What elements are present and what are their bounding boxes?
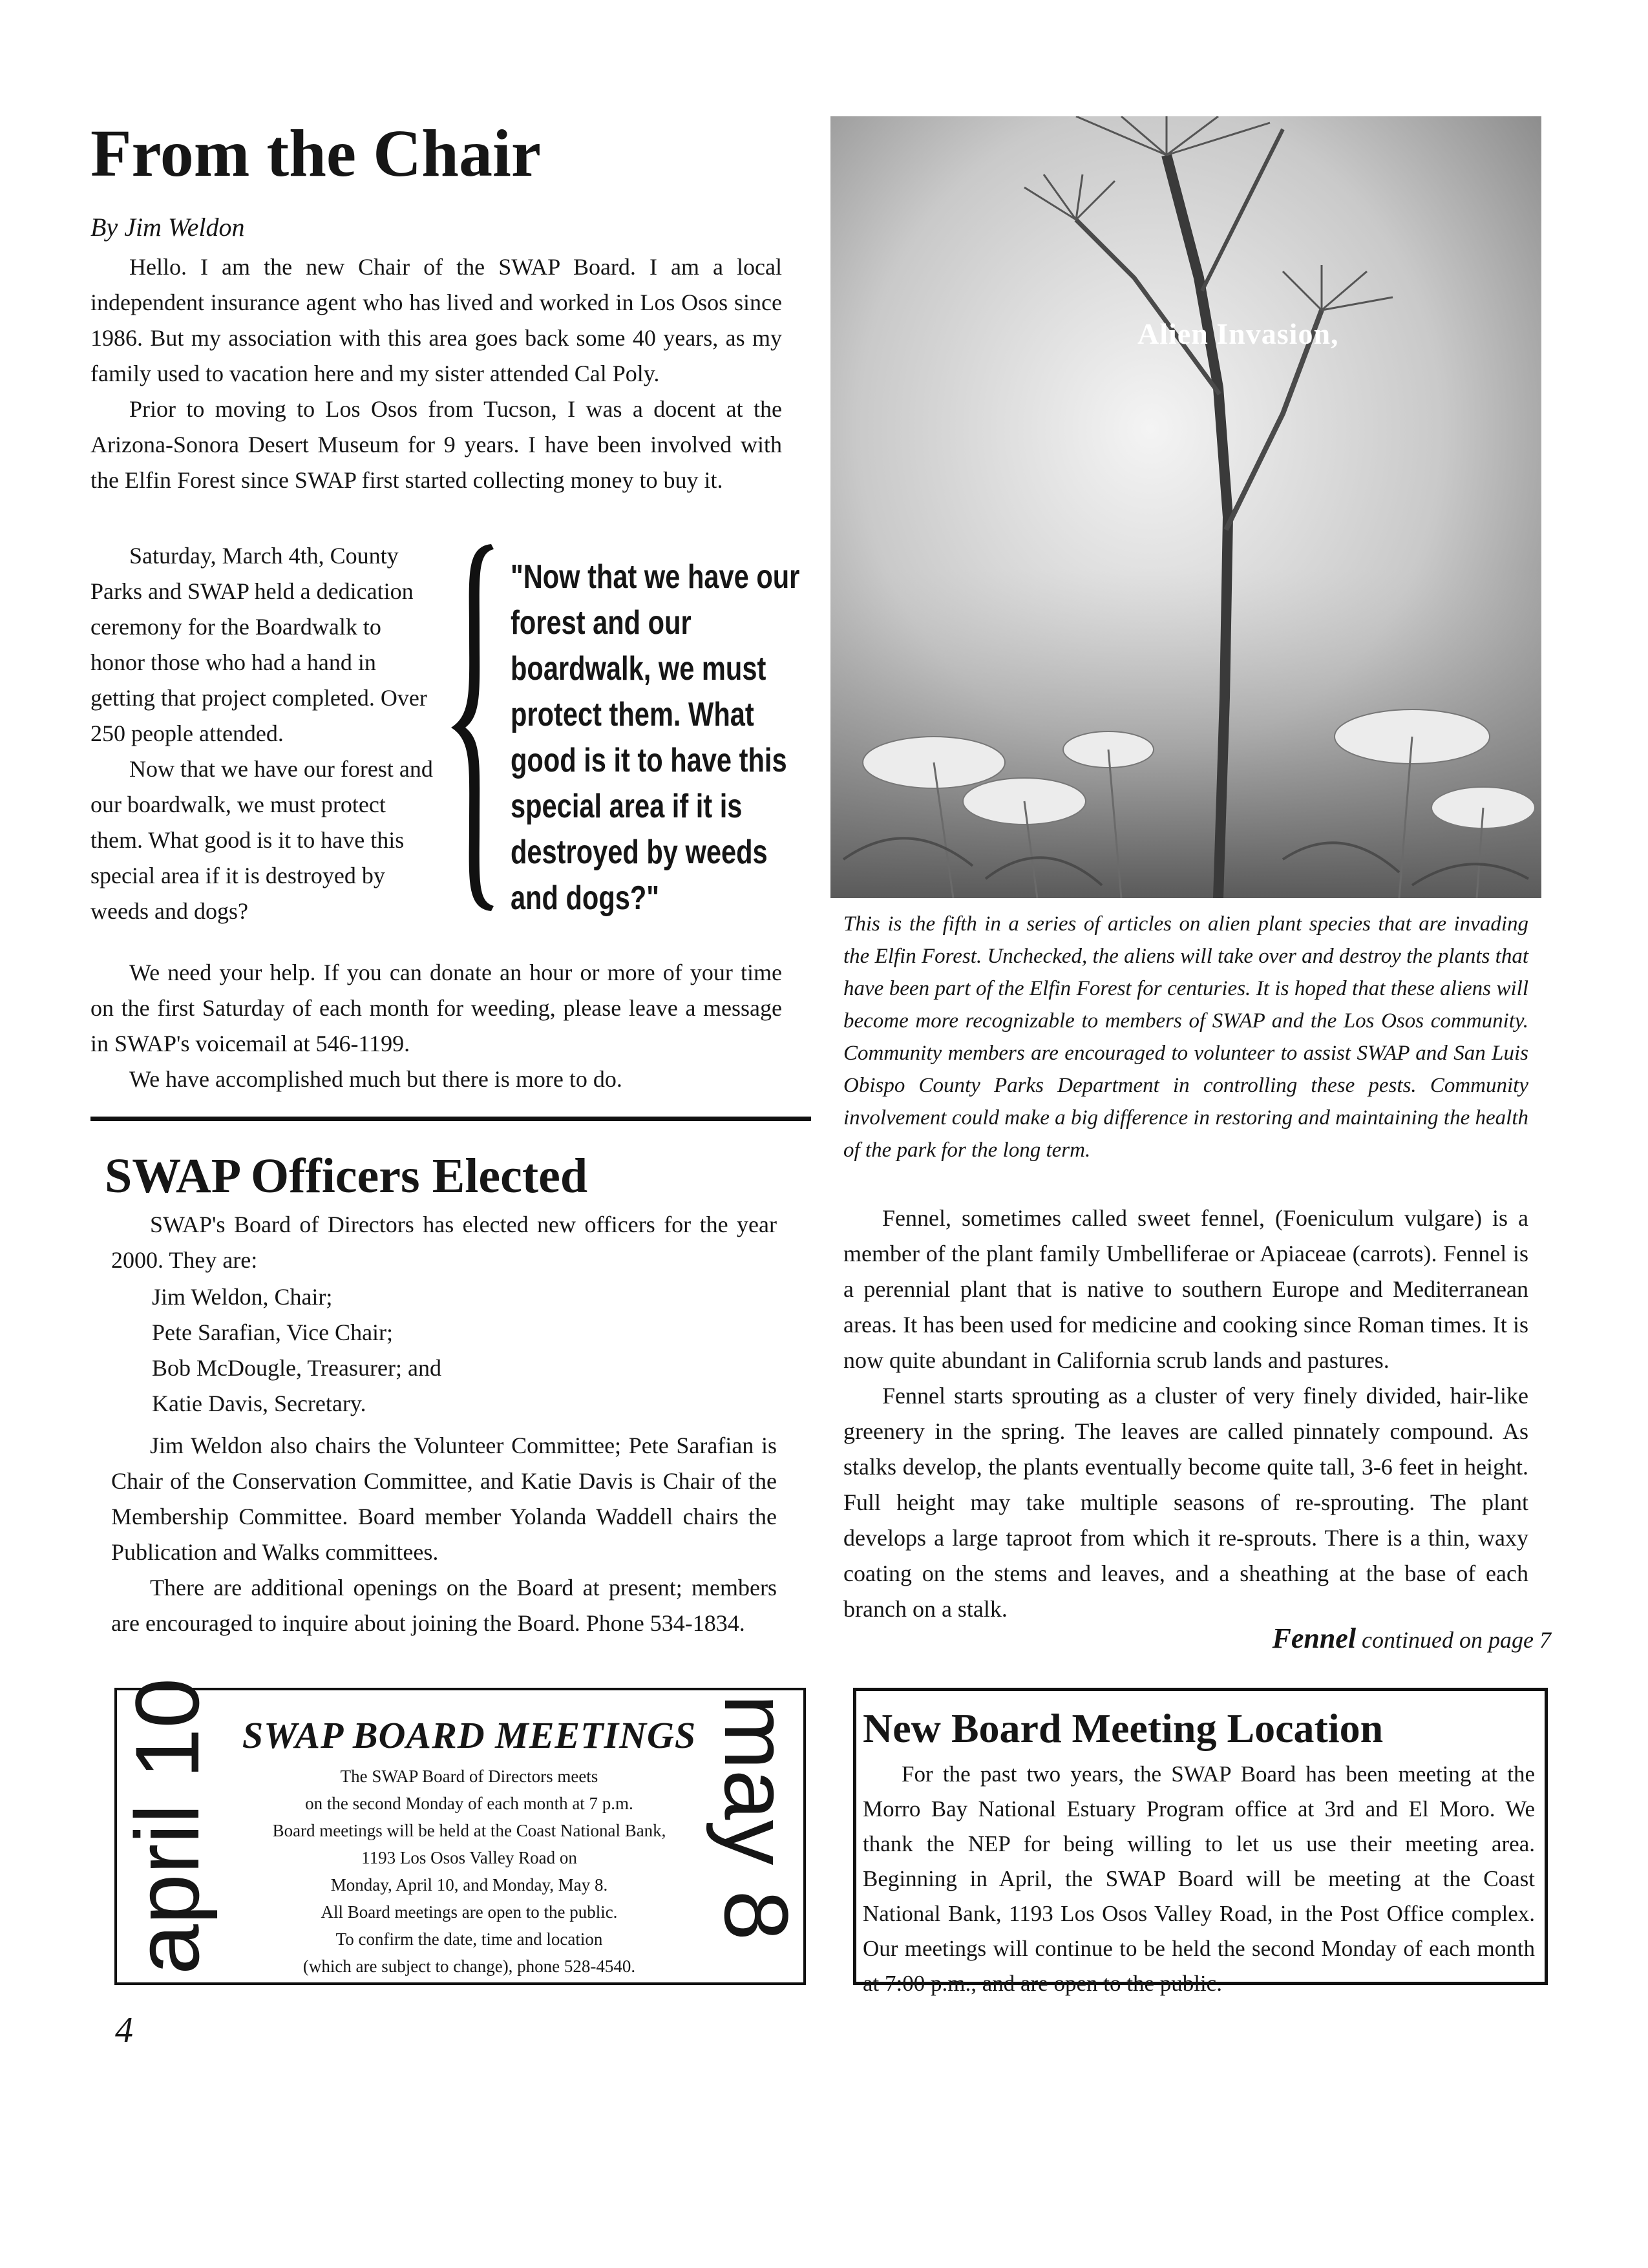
meeting-line: To confirm the date, time and location [335,1929,603,1949]
chair-bottom [90,955,782,1097]
left-date-vertical: april 10 [116,1677,218,1975]
list-item: Pete Sarafian, Vice Chair; [152,1319,394,1345]
chair-paragraph-1: Hello. I am the new Chair of the SWAP Board. I am a local independent insurance agent who has lived and worked in Los Osos since 1986. But my association with this area goes back some 40 years, as my family used to vacation here and my sister attended Cal Poly. [90,254,782,386]
photo-overlay-text: Alien Invasion, [1137,317,1339,350]
chair-narrow-column [90,538,436,929]
chair-paragraph-3: Saturday, March 4th, County Parks and SWAP held a dedication ceremony for the Boardwalk to honor those who had a hand in getting that project completed. Over 250 people attended. [90,543,427,746]
fennel-plant-illustration [830,116,1541,898]
fennel-continued-rest: continued on page 7 [1362,1627,1551,1653]
chair-paragraph-4: Now that we have our forest and our boardwalk, we must protect them. What good is it to have this special area if it is destroyed by weeds and dogs? [90,756,433,924]
officers-intro: SWAP's Board of Directors has elected new officers for the year 2000. They are: [111,1212,777,1273]
right-date-vertical: may 8 [706,1694,807,1941]
fennel-photo [830,116,1541,898]
page-number: 4 [115,2010,133,2050]
meeting-location-text: For the past two years, the SWAP Board has been meeting at the Morro Bay National Estuary Program office at 3rd and El Moro. We thank the NEP for being willing to let us use their meeting area. Beginning in April, the SWAP Board will be meeting at the Coast National Bank, 1193 Los Osos Valley Road, in the Post Office complex. Our meetings will continue to be held the second Monday of each month at 7:00 p.m., and are open to the public. [863,1761,1535,1996]
fennel-body [843,1201,1528,1627]
fennel-continued-label: Fennel [1272,1622,1357,1654]
chair-byline: By Jim Weldon [90,213,245,242]
list-item: Jim Weldon, Chair; [152,1284,333,1310]
fennel-paragraph-1: Fennel, sometimes called sweet fennel, (Foeniculum vulgare) is a member of the plant family Umbelliferae or Apiaceae (carrots). Fennel is a perennial plant that is native to southern Europe and Mediterranean areas. It has been used for medicine and cooking since Roman times. It is now quite abundant in California scrub lands and pastures. [843,1205,1528,1373]
fennel-continued-note [843,1622,1551,1657]
officers-title: SWAP Officers Elected [105,1149,588,1203]
list-item: Bob McDougle, Treasurer; and [152,1355,441,1381]
officers-list [152,1279,734,1422]
chair-intro [90,249,782,498]
left-date-wrap [116,1677,219,1981]
officers-paragraph-1: Jim Weldon also chairs the Volunteer Committee; Pete Sarafian is Chair of the Conservation Committee, and Katie Davis is Chair of the Membership Committee. Board member Yolanda Waddell chairs the Publication and Walks committees. [111,1433,777,1565]
meeting-line: on the second Monday of each month at 7 p.m. [305,1794,633,1813]
meeting-line: All Board meetings are open to the public. [321,1902,618,1922]
board-meetings-title: SWAP BOARD MEETINGS [242,1714,697,1756]
curly-brace-icon [446,540,511,915]
chair-title: From the Chair [90,116,542,191]
fennel-series-intro: This is the fifth in a series of articles on alien plant species that are invading the Elfin Forest. Unchecked, the aliens will take over and destroy the plants that have been part of the Elfin Forest for centuries. It is hoped that these aliens will become more recognizable to members of SWAP and the Los Osos community. Community members are encouraged to volunteer to assist SWAP and San Luis Obispo County Parks Department in controlling these pests. Community involvement could make a big difference in restoring and maintaining the health of the park for the long term. [843,912,1528,1162]
chair-paragraph-6: We have accomplished much but there is more to do. [129,1066,622,1092]
meeting-location-title: New Board Meeting Location [863,1705,1384,1751]
meeting-line: The SWAP Board of Directors meets [340,1767,598,1786]
officers-paragraph-2: There are additional openings on the Board at present; members are encouraged to inquire about joining the Board. Phone 534-1834. [111,1575,777,1636]
board-meetings-box [114,1677,806,1985]
meeting-line: Board meetings will be held at the Coast National Bank, [272,1821,666,1840]
list-item: Katie Davis, Secretary. [152,1391,366,1416]
meeting-line: Monday, April 10, and Monday, May 8. [330,1875,608,1895]
meeting-line: (which are subject to change), phone 528-4540. [302,1957,636,1976]
board-meetings-text [240,1763,699,1980]
officers-body [111,1428,777,1641]
right-date-wrap [706,1694,808,1979]
meeting-line: 1193 Los Osos Valley Road on [361,1848,577,1867]
meeting-location-box [853,1688,1548,1996]
fennel-paragraph-2: Fennel starts sprouting as a cluster of very finely divided, hair-like greenery in the spring. The leaves are called pinnately compound. As stalks develop, the plants eventually become quite tall, 3-6 feet in height. Full height may take multiple seasons of re-sprouting. The plant develops a large taproot from which it re-sprouts. There is a thin, waxy coating on the stems and leaves, and a sheathing at the base of each branch on a stalk. [843,1383,1528,1622]
chair-paragraph-5: We need your help. If you can donate an hour or more of your time on the first Saturday of each month for weeding, please leave a message in SWAP's voicemail at 546-1199. [90,960,782,1056]
chair-paragraph-2: Prior to moving to Los Osos from Tucson, I was a docent at the Arizona-Sonora Desert Museum for 9 years. I have been involved with the Elfin Forest since SWAP first started collecting money to buy it. [90,396,782,493]
section-divider [90,1117,811,1121]
pull-quote: "Now that we have our forest and our boardwalk, we must protect them. What good is it to have this special area if it is destroyed by weeds and dogs?" [511,558,800,917]
